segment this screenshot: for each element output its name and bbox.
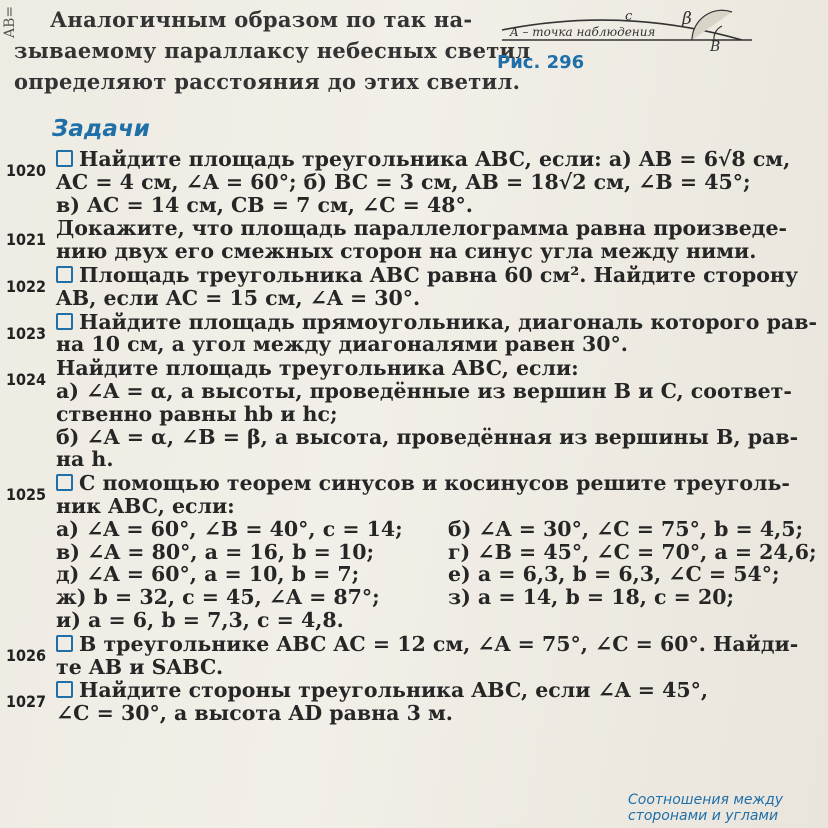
problem-1025 [6, 471, 817, 632]
figure-label-c: c [625, 9, 633, 24]
subproblem: д) ∠A = 60°, a = 10, b = 7; [56, 562, 360, 587]
problem-1026 [6, 633, 806, 679]
problem-line: AB, если AC = 15 см, ∠A = 30°. [56, 285, 421, 310]
problem-line: ∠C = 30°, а высота AD равна 3 м. [56, 701, 453, 726]
problem-line: б) ∠A = α, ∠B = β, а высота, проведённая из вершины B, рав- [56, 424, 799, 449]
problem-number: 1023 [6, 323, 47, 343]
problem-list [6, 147, 817, 726]
problem-line: на 10 см, а угол между диагоналями равен 30°. [56, 332, 628, 357]
problem-line: на h. [56, 447, 114, 472]
problem-line: Найдите площадь треугольника ABC, если: а) AB = 6√8 см, [56, 148, 806, 171]
problem-line: Площадь треугольника ABC равна 60 см². Найдите сторону [56, 264, 806, 287]
problem-line: AC = 4 см, ∠A = 60°; б) BC = 3 см, AB = 18√2 см, ∠B = 45°; [56, 169, 751, 194]
problem-number: 1021 [6, 230, 47, 250]
subproblem [448, 609, 828, 632]
subproblem: ж) b = 32, c = 45, ∠A = 87°; [56, 585, 380, 610]
problem-line: ник ABC, если: [56, 493, 235, 518]
subproblem: и) a = 6, b = 7,3, c = 4,8. [56, 607, 344, 632]
problem-number: 1024 [6, 370, 47, 390]
problem-number: 1022 [6, 276, 47, 296]
problem-number: 1026 [6, 645, 47, 665]
checkbox-icon [56, 635, 73, 652]
intro-line: определяют расстояния до этих светил. [14, 69, 521, 94]
problem-number: 1025 [6, 485, 47, 505]
problem-1023 [6, 309, 817, 357]
checkbox-icon [56, 313, 73, 330]
figure-caption: Рис. 296 [497, 52, 585, 73]
checkbox-icon [56, 150, 73, 167]
problem-1022 [6, 264, 806, 310]
subproblem: г) ∠B = 45°, ∠C = 70°, a = 24,6; [448, 539, 817, 564]
intro-line: зываемому параллаксу небесных светил [14, 38, 531, 63]
subproblem: в) ∠A = 80°, a = 16, b = 10; [56, 539, 375, 564]
problem-number: 1027 [6, 692, 47, 712]
figure-label-B: B [710, 39, 721, 52]
margin-note-line: Соотношения между [628, 792, 784, 808]
figure-label-beta: β [682, 9, 692, 29]
problem-line: Найдите площадь треугольника ABC, если: [56, 356, 579, 381]
problem-line: В треугольнике ABC AC = 12 см, ∠A = 75°, ∠C = 60°. Найди- [56, 633, 806, 656]
problem-line: нию двух его смежных сторон на синус угла между ними. [56, 239, 757, 264]
checkbox-icon [56, 474, 73, 491]
section-title: Задачи [52, 116, 150, 142]
problem-line: С помощью теорем синусов и косинусов решите треуголь- [56, 472, 806, 495]
margin-note [628, 792, 783, 824]
subproblem: е) a = 6,3, b = 6,3, ∠C = 54°; [448, 562, 780, 587]
margin-fragment: AB= [2, 5, 18, 38]
intro-line: Аналогичным образом по так на- [50, 7, 473, 32]
subproblem: б) ∠A = 30°, ∠C = 75°, b = 4,5; [448, 516, 804, 541]
problem-line: Докажите, что площадь параллелограмма равна произведе- [56, 216, 788, 241]
figure-296 [492, 0, 762, 52]
problem-line: те AB и SABC. [56, 654, 224, 679]
subproblem-grid [56, 516, 817, 632]
problem-line: в) AC = 14 см, CB = 7 см, ∠C = 48°. [56, 192, 473, 217]
problem-line: Найдите стороны треугольника ABC, если ∠A = 45°, [56, 679, 806, 702]
problem-1024 [6, 357, 806, 471]
problem-number: 1020 [6, 161, 47, 180]
problem-1027 [6, 679, 806, 725]
problem-line: Найдите площадь прямоугольника, диагональ которого рав- [56, 311, 806, 334]
problem-1020 [6, 148, 806, 216]
problem-1021 [6, 217, 806, 263]
figure-label-point: A – точка наблюдения [510, 25, 656, 39]
problem-line: а) ∠A = α, а высоты, проведённые из вершин B и C, соответ- [56, 378, 792, 403]
intro-paragraph [14, 4, 531, 97]
subproblem: з) a = 14, b = 18, c = 20; [448, 585, 735, 610]
problem-line: ственно равны hb и hc; [56, 401, 338, 426]
checkbox-icon [56, 266, 73, 283]
margin-note-line: сторонами и углами [628, 808, 779, 824]
subproblem: а) ∠A = 60°, ∠B = 40°, c = 14; [56, 516, 403, 541]
checkbox-icon [56, 681, 73, 698]
